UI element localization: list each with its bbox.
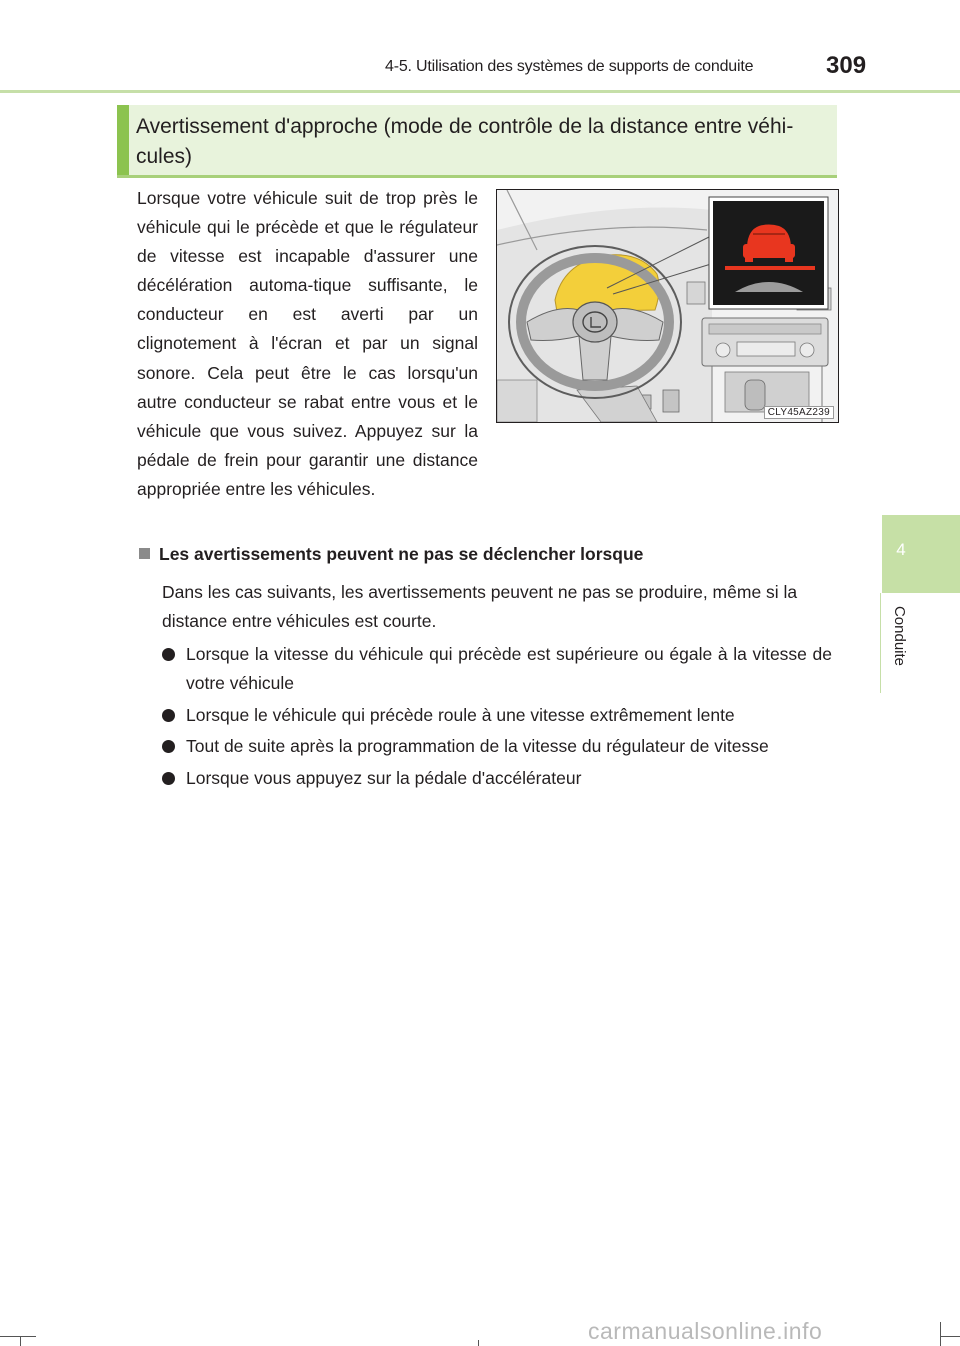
crop-mark xyxy=(0,1336,36,1337)
list-item-text: Lorsque le véhicule qui précède roule à une vitesse extrêmement lente xyxy=(186,704,735,725)
bullet-dot-icon xyxy=(162,648,175,661)
figure-code: CLY45AZ239 xyxy=(764,406,834,419)
list-item-text: Lorsque vous appuyez sur la pédale d'accélérateur xyxy=(186,767,582,788)
list-item xyxy=(162,701,832,730)
page-number: 309 xyxy=(826,52,867,79)
running-header-title: 4-5. Utilisation des systèmes de supports de conduite xyxy=(385,58,754,75)
chapter-label: Conduite xyxy=(891,605,908,667)
dashboard-illustration xyxy=(496,189,839,423)
crop-mark xyxy=(20,1336,21,1346)
bullet-dot-icon xyxy=(162,772,175,785)
list-item xyxy=(162,640,832,698)
crop-mark xyxy=(478,1340,479,1346)
crop-mark xyxy=(940,1322,941,1346)
section-heading: Avertissement d'approche (mode de contrôle de la distance entre véhi-cules) xyxy=(136,115,794,168)
subsection-heading xyxy=(139,544,643,565)
square-bullet-icon xyxy=(139,548,150,559)
bullet-dot-icon xyxy=(162,709,175,722)
section-heading-underline xyxy=(117,175,837,178)
watermark: carmanualsonline.info xyxy=(588,1318,823,1344)
list-item xyxy=(162,764,832,793)
list-item xyxy=(162,732,832,761)
list-item-text: Tout de suite après la programmation de la vitesse du régulateur de vitesse xyxy=(186,736,769,757)
section-heading-accent xyxy=(117,105,129,177)
section-intro-paragraph: Lorsque votre véhicule suit de trop près le véhicule qui le précède et que le régulateur de vitesse est incapable d'assurer une décélération automa-tique suffisante, le conducteur en est averti par un clignotement à l'écran et par un signal sonore. Cela peut être le cas lorsqu'un autre conducteur se rabat entre vous et le véhicule que vous suivez. Appuyez sur la pédale de frein pour garantir une distance appropriée entre les véhicules. xyxy=(137,188,478,499)
list-item-text: Lorsque la vitesse du véhicule qui précède est supérieure ou égale à la vitesse de votre véhicule xyxy=(186,644,832,694)
subsection-heading-text: Les avertissements peuvent ne pas se déclencher lorsque xyxy=(159,544,644,564)
chapter-tab-line xyxy=(880,593,881,693)
chapter-number: 4 xyxy=(896,540,906,559)
condition-list xyxy=(162,640,832,795)
subsection-intro-paragraph: Dans les cas suivants, les avertissements peuvent ne pas se produire, même si la distance entre véhicules est courte. xyxy=(162,582,798,632)
bullet-dot-icon xyxy=(162,740,175,753)
dashboard-drawing xyxy=(497,190,838,422)
crop-mark xyxy=(940,1336,960,1337)
header-rule xyxy=(0,90,960,93)
